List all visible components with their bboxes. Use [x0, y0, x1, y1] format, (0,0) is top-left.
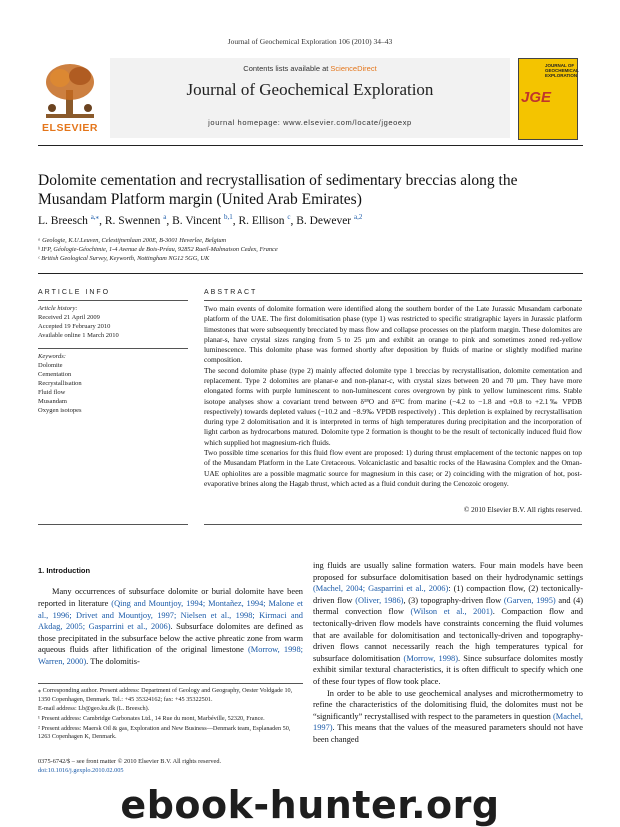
author-list: L. Breesch $^{a,⁎}$, R. Swennen $^a$, B. Vincent $^{b,1}$, R. Ellison $^c$, B. Dewever $^{a,2}$ — [38, 213, 363, 227]
history-item: Available online 1 March 2010 — [38, 331, 119, 339]
affiliation: ᵇ IFP, Géologie-Géochimie, 1-4 Avenue de Bois-Préau, 92852 Rueil-Malmaison Cedex, France — [38, 246, 278, 254]
cover-title: JOURNAL OF GEOCHEMICAL EXPLORATION — [545, 63, 579, 79]
footnote: ¹ Present address: Cambridge Carbonates Ltd., 14 Rue du mont, Marbéville, 52320, France. — [38, 715, 265, 723]
front-matter-line — [38, 758, 221, 776]
article-info-rule — [38, 300, 188, 301]
keyword: Recrystallisation — [38, 379, 82, 387]
article-info-end-rule — [38, 524, 188, 525]
citation-link[interactable]: (Morrow, 1998) — [403, 653, 459, 663]
paper-title: Dolomite cementation and recrystallisation of sedimentary breccias along the Musandam Platform margin (United Arab Emirates) — [38, 172, 518, 208]
citation-link[interactable]: (Qing and Mountjoy, 1994; Montañez, 1994; Malone et al., 1996; Drivet and Mountjoy, 1997; Nielsen et al., 1998; Kirmaci and Akdag, 2005; Gasparrini et al., 2006) — [38, 598, 303, 632]
abstract-copyright: © 2010 Elsevier B.V. All rights reserved. — [463, 506, 582, 514]
citation-link[interactable]: (Oliver, 1986) — [355, 595, 404, 605]
keyword: Musandam — [38, 397, 67, 405]
citation-link[interactable]: (Machel, 1997) — [313, 711, 583, 733]
issn-line: 0375-6742/$ – see front matter © 2010 Elsevier B.V. All rights reserved. — [38, 758, 222, 765]
affiliation: ᵃ Geologie, K.U.Leuven, Celestijnenlaan 200E, B-3001 Heverlee, Belgium — [38, 237, 227, 244]
elsevier-wordmark: ELSEVIER — [42, 122, 98, 134]
body-paragraph: ing fluids are usually saline formation waters. Four main models have been proposed for subsurface dolomitisation based on their hydrodynamic settings (Machel, 2004; Gasparrini et al., 2006): (1) compaction flow, (2) tectonically-driven flow (Oliver, 1986), (3) topography-driven flow (Garven, 1995) and (4) thermal convection flow (Wilson et al., 2001). Compaction flow and tectonically-driven flow models have constraints concerning the fluid volumes that are available for dolomitisation and tectonically-driven and topography-driven flows cannot necessarily reach the high temperatures typical for subsurface dolomitisation (Morrow, 1998). Since subsurface dolomites mostly exhibit similar textural characteristics, it is often difficult to specify which one of these four types of flow took place. — [313, 561, 584, 686]
abstract-body — [204, 304, 582, 489]
elsevier-tree-icon — [42, 60, 98, 120]
journal-reference: Journal of Geochemical Exploration 106 (2010) 34–43 — [227, 37, 393, 46]
author[interactable]: R. Swennen $^a$ — [104, 213, 167, 227]
watermark: ebook-hunter.org — [120, 783, 500, 827]
keyword: Fluid flow — [38, 388, 66, 396]
keyword: Cementation — [38, 370, 72, 378]
abstract-paragraph: Two main events of dolomite formation were identified along the southern border of the Late Jurassic Musandam carbonate platform of the UAE. The first dolomitisation phase (type 1) was restricted to specific stratigraphic layers in Jurassic platform limestones that were subsequently brecciated by mass flow and collapse processes on the platform margin. These dolomites are planar-s, have crystal sizes ranging from 5 to 25 µm and exhibit an orange to pink and sometimes zoned red-yellow luminescence. This dolomite phase was formed shortly after deposition by fluids of marine or slightly modified marine composition. — [204, 304, 582, 365]
author[interactable]: B. Dewever $^{a,2}$ — [296, 213, 363, 227]
history-item: Accepted 19 February 2010 — [38, 322, 111, 330]
history-item: Received 21 April 2009 — [38, 313, 100, 321]
footnotes — [38, 687, 303, 743]
body-paragraph: Many occurrences of subsurface dolomite or burial dolomite have been reported in literature (Qing and Mountjoy, 1994; Montañez, 1994; Malone et al., 1996; Drivet and Mountjoy, 1997; Nielsen et al., 1998; Kirmaci and Akdag, 2005; Gasparrini et al., 2006). Subsurface dolomites are defined as those precipitated in the subsurface below the active phreatic zone from warm aqueous fluids after lithification of the original limestone (Morrow, 1998; Warren, 2000). The dolomitis- — [38, 587, 303, 666]
keyword: Dolomite — [38, 361, 63, 369]
journal-header — [38, 58, 583, 138]
body-right-column — [313, 560, 583, 746]
cover-abbrev: JGE — [521, 89, 552, 106]
journal-cover-thumbnail — [518, 58, 578, 140]
keywords-rule — [38, 348, 188, 349]
citation-link[interactable]: (Morrow, 1998; Warren, 2000) — [38, 645, 303, 666]
footnote: ² Present address: Maersk Oil & gas, Exploration and New Business—Denmark team, Esplanaden 50, 1263 Copenhagen K, Denmark. — [38, 724, 291, 741]
article-info-heading: ARTICLE INFO — [38, 289, 111, 296]
sciencedirect-link[interactable]: ScienceDirect — [330, 64, 377, 73]
contents-prefix: Contents lists available at — [243, 64, 331, 73]
affiliations — [38, 236, 583, 263]
author[interactable]: L. Breesch $^{a,⁎}$ — [38, 213, 100, 227]
footnote: ⁎ Corresponding author. Present address: Department of Geology and Geography, Oester Voldgade 10, 1350 Copenhagen, Denmark. Tel.: +45 35324162; fax: +45 35322501. — [38, 687, 293, 703]
doi-link[interactable]: doi:10.1016/j.gexplo.2010.02.005 — [38, 766, 124, 774]
history-label: Article history: — [38, 305, 78, 312]
author[interactable]: B. Vincent $^{b,1}$ — [172, 213, 233, 227]
elsevier-logo[interactable] — [38, 58, 102, 138]
abstract-rule — [204, 300, 582, 301]
section-heading-introduction: 1. Introduction — [38, 566, 91, 575]
abstract-paragraph: Two possible time scenarios for this fluid flow event are proposed: 1) during thrust emplacement of the tectonic nappes on top of the Musandam Platform in the Late Cretaceous. Volcaniclastic and basaltic rocks of the Hawasina Complex and the Oman-UAE ophiolites are a possible magmatic source for magnesium in this case; or 2) coinciding with the migration of hot, post-evaporative brines along the Hagab thrust, which acted as a fluid conduit during the Cenozoic orogeny. — [204, 447, 582, 488]
author[interactable]: R. Ellison $^c$ — [238, 213, 291, 227]
citation-link[interactable]: (Garven, 1995) — [503, 595, 556, 605]
contents-line — [110, 64, 510, 73]
journal-banner — [110, 58, 510, 138]
footnote-rule — [38, 683, 303, 684]
article-info-panel — [38, 305, 188, 416]
journal-title: Journal of Geochemical Exploration — [186, 80, 434, 99]
abstract-end-rule — [204, 524, 582, 525]
body-paragraph: In order to be able to use geochemical analyses and microthermometry to refine the characteristics of the dolomitising fluid, the dolomites must not be “significantly” recrystallised with respect to the parameters in question (Machel, 1997). This means that the values of the measured parameters should not have been changed — [313, 688, 583, 744]
citation-link[interactable]: (Wilson et al., 2001) — [410, 607, 493, 617]
journal-homepage-link[interactable]: journal homepage: www.elsevier.com/locate/jgeoexp — [208, 118, 412, 127]
citation-link[interactable]: (Machel, 2004; Gasparrini et al., 2006) — [313, 584, 449, 594]
header-divider — [38, 145, 583, 146]
abstract-heading: ABSTRACT — [204, 289, 258, 296]
body-left-column — [38, 566, 303, 668]
keywords-label: Keywords: — [38, 352, 66, 360]
affiliation: ᶜ British Geological Survey, Keyworth, Nottingham NG12 5GG, UK — [38, 255, 210, 263]
abstract-paragraph: The second dolomite phase (type 2) mainly affected dolomite type 1 breccias by recrystallisation, dolomite cementation and replacement. Type 2 dolomites are planar-e and non-planar-c, with crystal sizes between 20 and 70 µm. They have more elongated forms with purple luminescent to non-luminescent cores overgrown by pink to yellow luminescent rims. Stable isotope analyses show a covariant trend between δ¹⁸O and δ¹³C from marine (−4.2 to −1.8 and +0.8 to +2.1‰ VPDB respectively) towards depleted values (−10.2 and −8.9‰ VPDB respectively) . This depletion is explained by recrystallisation during type 2 dolomitisation and it is interpreted in terms of high temperatures during precipitation and the incorporation of light carbon as hydrocarbons matured. Dolomite type 2 formation is thought to be the result of tectonically induced fluid flow which supplied hot magnesium-rich fluids. — [204, 365, 582, 447]
footnote-email[interactable]: E-mail address: Lb@geo.ku.dk (L. Breesch). — [38, 705, 150, 713]
keyword: Oxygen isotopes — [38, 406, 82, 414]
meta-divider — [38, 273, 583, 274]
